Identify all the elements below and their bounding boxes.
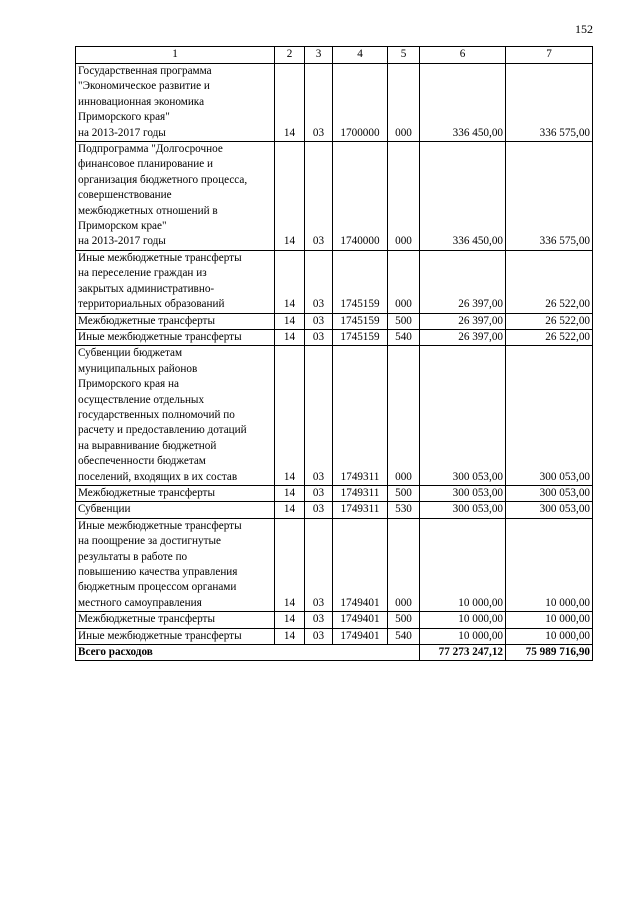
row-description [76,518,275,611]
column-header: 6 [420,47,506,64]
subsection-code: 03 [305,142,333,251]
subsection-code: 03 [305,250,333,313]
amount-year-1: 10 000,00 [420,612,506,628]
description-line: обеспеченности бюджетам [78,455,206,468]
description-line: "Экономическое развитие и [78,80,210,93]
description-line: государственных полномочий по [78,408,235,421]
description-line: Иные межбюджетные трансферты [78,519,242,532]
target-article-code: 1749401 [333,518,388,611]
amount-year-1: 336 450,00 [420,64,506,142]
table-row [76,250,593,313]
target-article-code: 1700000 [333,64,388,142]
row-description [76,64,275,142]
table-row [76,518,593,611]
target-article-code: 1740000 [333,142,388,251]
section-code: 14 [275,485,305,501]
description-line: на переселение граждан из [78,267,207,280]
description-line: осуществление отдельных [78,393,205,406]
column-header: 3 [305,47,333,64]
section-code: 14 [275,502,305,518]
expense-type-code: 500 [388,313,420,329]
description-line: Приморского края на [78,378,179,391]
row-description [76,313,275,329]
expense-type-code: 000 [388,142,420,251]
description-line: Межбюджетные трансферты [78,486,215,499]
description-line: территориальных образований [78,298,225,311]
total-year-2: 75 989 716,90 [506,645,593,661]
column-header: 4 [333,47,388,64]
description-line: Иные межбюджетные трансферты [78,251,242,264]
section-code: 14 [275,346,305,486]
expense-type-code: 500 [388,612,420,628]
expenditure-table [75,46,593,661]
amount-year-2: 300 053,00 [506,502,593,518]
column-header: 5 [388,47,420,64]
expense-type-code: 000 [388,64,420,142]
description-line: Субвенции [78,503,131,516]
description-line: инновационная экономика [78,95,205,108]
table-header [76,47,593,64]
total-year-1: 77 273 247,12 [420,645,506,661]
subsection-code: 03 [305,628,333,644]
description-line: Приморского края" [78,111,170,124]
subsection-code: 03 [305,485,333,501]
table-row [76,346,593,486]
target-article-code: 1749311 [333,502,388,518]
subsection-code: 03 [305,313,333,329]
amount-year-2: 336 575,00 [506,64,593,142]
section-code: 14 [275,612,305,628]
subsection-code: 03 [305,518,333,611]
section-code: 14 [275,313,305,329]
amount-year-2: 10 000,00 [506,518,593,611]
table-row [76,64,593,142]
row-description [76,485,275,501]
table-row [76,628,593,644]
section-code: 14 [275,250,305,313]
table-row [76,329,593,345]
description-line: Государственная программа [78,65,212,77]
description-line: организация бюджетного процесса, [78,173,248,186]
subsection-code: 03 [305,64,333,142]
description-line: Иные межбюджетные трансферты [78,330,242,343]
description-line: Приморском крае" [78,220,167,233]
description-line: совершенствование [78,189,172,202]
amount-year-2: 26 522,00 [506,250,593,313]
section-code: 14 [275,142,305,251]
target-article-code: 1745159 [333,313,388,329]
total-label: Всего расходов [76,645,420,661]
target-article-code: 1749311 [333,485,388,501]
description-line: местного самоуправления [78,596,202,609]
amount-year-2: 300 053,00 [506,346,593,486]
subsection-code: 03 [305,346,333,486]
expense-type-code: 500 [388,485,420,501]
row-description [76,346,275,486]
subsection-code: 03 [305,612,333,628]
amount-year-2: 336 575,00 [506,142,593,251]
table-row [76,502,593,518]
subsection-code: 03 [305,502,333,518]
target-article-code: 1745159 [333,329,388,345]
amount-year-2: 10 000,00 [506,628,593,644]
expense-type-code: 540 [388,628,420,644]
amount-year-1: 300 053,00 [420,502,506,518]
table-row [76,485,593,501]
description-line: поселений, входящих в их состав [78,470,238,483]
table-row [76,313,593,329]
description-line: Межбюджетные трансферты [78,613,215,626]
description-line: на выравнивание бюджетной [78,439,217,452]
amount-year-1: 26 397,00 [420,250,506,313]
column-number-row [76,47,593,64]
row-description [76,502,275,518]
description-line: финансовое планирование и [78,158,213,171]
section-code: 14 [275,329,305,345]
description-line: повышению качества управления [78,566,238,578]
expense-type-code: 540 [388,329,420,345]
row-description [76,250,275,313]
amount-year-2: 26 522,00 [506,313,593,329]
table-body [76,64,593,661]
target-article-code: 1749401 [333,628,388,644]
amount-year-1: 10 000,00 [420,628,506,644]
description-line: на 2013-2017 годы [78,126,166,139]
table-row [76,612,593,628]
amount-year-2: 26 522,00 [506,329,593,345]
target-article-code: 1749401 [333,612,388,628]
description-line: на поощрение за достигнутые [78,535,221,548]
column-header: 7 [506,47,593,64]
row-description [76,329,275,345]
expense-type-code: 000 [388,518,420,611]
description-line: Межбюджетные трансферты [78,314,215,327]
expense-type-code: 000 [388,250,420,313]
subsection-code: 03 [305,329,333,345]
target-article-code: 1749311 [333,346,388,486]
description-line: Субвенции бюджетам [78,347,183,360]
description-line: на 2013-2017 годы [78,235,166,248]
section-code: 14 [275,64,305,142]
amount-year-1: 10 000,00 [420,518,506,611]
row-description [76,628,275,644]
description-line: бюджетным процессом органами [78,581,237,594]
amount-year-2: 10 000,00 [506,612,593,628]
row-description [76,612,275,628]
amount-year-1: 300 053,00 [420,346,506,486]
total-row [76,645,593,661]
description-line: Иные межбюджетные трансферты [78,629,242,642]
section-code: 14 [275,628,305,644]
expense-type-code: 530 [388,502,420,518]
description-line: Подпрограмма "Долгосрочное [78,143,223,156]
description-line: расчету и предоставлению дотаций [78,424,247,437]
target-article-code: 1745159 [333,250,388,313]
column-header: 2 [275,47,305,64]
column-header: 1 [76,47,275,64]
amount-year-1: 300 053,00 [420,485,506,501]
section-code: 14 [275,518,305,611]
description-line: результаты в работе по [78,550,188,563]
table-row [76,142,593,251]
description-line: муниципальных районов [78,362,198,375]
amount-year-1: 26 397,00 [420,329,506,345]
amount-year-1: 26 397,00 [420,313,506,329]
amount-year-2: 300 053,00 [506,485,593,501]
row-description [76,142,275,251]
description-line: закрытых административно- [78,282,215,295]
description-line: межбюджетных отношений в [78,204,218,217]
amount-year-1: 336 450,00 [420,142,506,251]
page-number: 152 [575,22,593,36]
expense-type-code: 000 [388,346,420,486]
